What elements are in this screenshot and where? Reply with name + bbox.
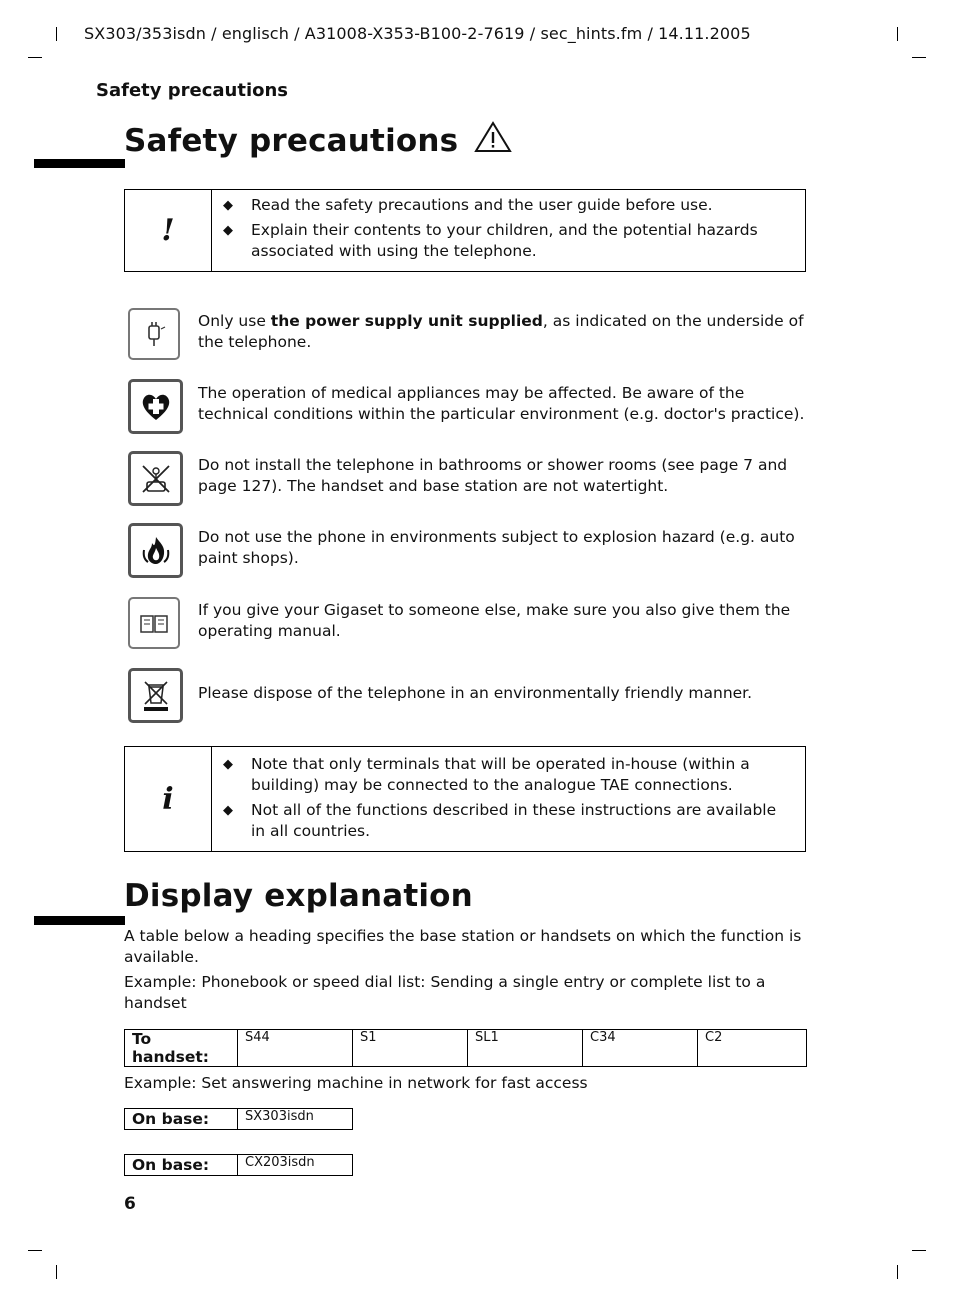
table-label: On base: [125,1109,238,1130]
table-cell: CX203isdn [238,1155,353,1176]
paragraph: Example: Phonebook or speed dial list: Sending a single entry or complete list to a handset [124,973,766,1012]
item-text: Do not use the phone in environments subject to explosion hazard (e.g. auto paint shops). [198,528,795,567]
note-item [223,754,795,796]
item-text-bold: the power supply unit supplied [270,312,543,330]
crop-mark [28,1250,42,1251]
table-label: On base: [125,1155,238,1176]
page-number: 6 [124,1194,136,1214]
handset-table [124,1029,807,1067]
crop-mark [912,1250,926,1251]
note-text: Note that only terminals that will be operated in-house (within a building) may be connected to the analogue TAE connections. [251,755,750,794]
running-header: Safety precautions [96,80,289,101]
base-table [124,1154,353,1176]
table-cell: C2 [698,1030,807,1067]
note-text: Explain their contents to your children, and the potential hazards associated with using the telephone. [251,221,758,260]
paragraph: A table below a heading specifies the base station or handsets on which the function is available. [124,927,802,966]
base-table [124,1108,353,1130]
manual-book-icon [128,597,180,649]
exclamation-icon: ! [125,190,212,271]
item-text-post: , as indicated on the underside of the telephone. [198,312,804,351]
warning-triangle-icon [473,120,513,154]
item-text: Do not install the telephone in bathrooms or shower rooms (see page 7 and page 127). The handset and base station are not watertight. [198,456,788,495]
note-item [223,800,795,842]
table-cell: SX303isdn [238,1109,353,1130]
item-text: The operation of medical appliances may be affected. Be aware of the technical conditions within the particular environment (e.g. doctor's practice). [198,384,805,423]
bullet-diamond-icon: ◆ [223,223,233,238]
table-cell: SL1 [468,1030,583,1067]
item-text [198,311,813,353]
crop-mark [897,1265,898,1279]
info-note-box [124,746,806,852]
crop-mark [28,57,42,58]
heart-cross-icon [128,379,183,434]
table-label: To handset: [125,1030,238,1067]
note-item [223,195,795,216]
section-title-text: Safety precautions [124,123,459,159]
section-title-safety [124,120,513,159]
crop-mark [912,57,926,58]
table-cell: S44 [238,1030,353,1067]
paragraph: Example: Set answering machine in network for fast access [124,1074,588,1092]
note-text: Read the safety precautions and the user guide before use. [251,196,713,214]
power-plug-icon [128,308,180,360]
crop-mark [897,27,898,41]
table-cell: C34 [583,1030,698,1067]
bullet-diamond-icon: ◆ [223,803,233,818]
info-icon: i [125,747,212,851]
item-text: Please dispose of the telephone in an environmentally friendly manner. [198,684,753,702]
table-cell: S1 [353,1030,468,1067]
file-meta-line: SX303/353isdn / englisch / A31008-X353-B100-2-7619 / sec_hints.fm / 14.11.2005 [84,24,751,43]
section-rule [34,159,125,168]
crop-mark [56,27,57,41]
note-item [223,220,795,262]
crop-mark [56,1265,57,1279]
bullet-diamond-icon: ◆ [223,757,233,772]
item-text-pre: Only use [198,312,271,330]
bullet-diamond-icon: ◆ [223,198,233,213]
warning-note-box [124,189,806,272]
note-text: Not all of the functions described in these instructions are available in all countries. [251,801,777,840]
section-title-display: Display explanation [124,878,473,914]
item-text: If you give your Gigaset to someone else, make sure you also give them the operating manual. [198,601,791,640]
no-shower-icon [128,451,183,506]
fire-icon [128,523,183,578]
section-rule [34,916,125,925]
crossed-bin-icon [128,668,183,723]
